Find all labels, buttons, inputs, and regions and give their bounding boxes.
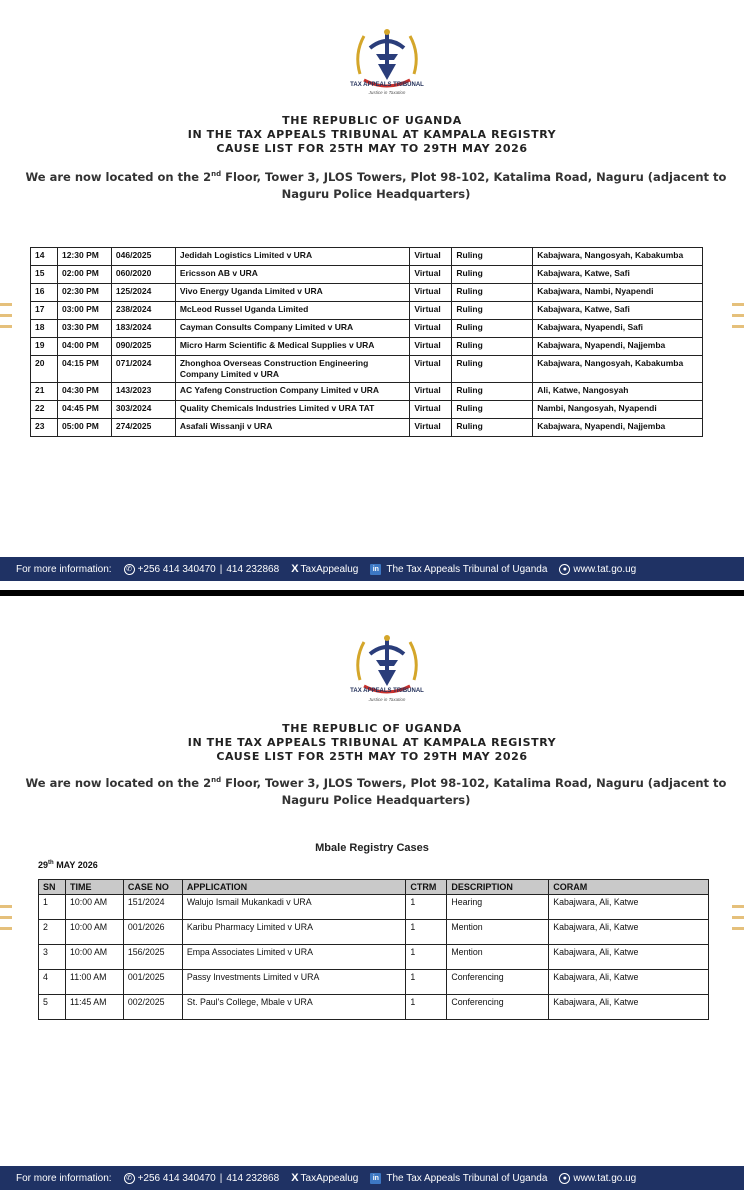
cell-application: Ericsson AB v URA	[175, 266, 410, 284]
heading-line-3: CAUSE LIST FOR 25TH MAY TO 29TH MAY 2026	[216, 142, 528, 155]
mbale-date-label: 29th MAY 2026	[38, 860, 98, 870]
cell-coram: Kabajwara, Katwe, Safi	[533, 302, 703, 320]
cell-application: Cayman Consults Company Limited v URA	[175, 320, 410, 338]
cell-case-no: 002/2025	[123, 995, 182, 1020]
location-text-end: Floor, Tower 3, JLOS Towers, Plot 98-102, Katalima Road, Naguru (adjacent to Naguru Police Headquarters)	[221, 169, 727, 201]
footer-phone[interactable]: ✆ +256 414 340470 | 414 232868	[124, 564, 280, 575]
cell-sn: 20	[31, 356, 58, 383]
cell-description: Ruling	[452, 284, 533, 302]
cell-description: Mention	[447, 945, 549, 970]
cell-coram: Kabajwara, Ali, Katwe	[549, 920, 709, 945]
cell-ctrm: 1	[406, 970, 447, 995]
cell-mode: Virtual	[410, 320, 452, 338]
cell-mode: Virtual	[410, 401, 452, 419]
logo-name: TAX APPEALS TRIBUNAL	[350, 82, 424, 88]
cell-sn: 23	[31, 419, 58, 437]
heading-line-3: CAUSE LIST FOR 25TH MAY TO 29TH MAY 2026	[216, 750, 528, 763]
cell-mode: Virtual	[410, 266, 452, 284]
footer-label: For more information:	[16, 563, 112, 575]
table-row	[31, 320, 703, 338]
table-row	[31, 383, 703, 401]
cell-time: 04:15 PM	[57, 356, 111, 383]
cell-time: 04:45 PM	[57, 401, 111, 419]
cell-description: Conferencing	[447, 970, 549, 995]
cell-description: Mention	[447, 920, 549, 945]
cell-application: AC Yafeng Construction Company Limited v URA	[175, 383, 410, 401]
cell-coram: Kabajwara, Ali, Katwe	[549, 945, 709, 970]
logo-motto: Justice in Taxation	[368, 697, 406, 702]
cell-case-no: 143/2023	[111, 383, 175, 401]
location-text-end: Floor, Tower 3, JLOS Towers, Plot 98-102, Katalima Road, Naguru (adjacent to Naguru Police Headquarters)	[221, 775, 727, 807]
location-notice	[20, 772, 732, 809]
cell-sn: 18	[31, 320, 58, 338]
column-header: TIME	[65, 880, 123, 895]
cell-mode: Virtual	[410, 419, 452, 437]
cell-mode: Virtual	[410, 383, 452, 401]
cause-list-page-1	[0, 0, 744, 590]
cell-description: Ruling	[452, 419, 533, 437]
cell-time: 03:00 PM	[57, 302, 111, 320]
cell-coram: Kabajwara, Nyapendi, Safi	[533, 320, 703, 338]
decorative-lines-right	[732, 303, 744, 336]
cell-sn: 5	[39, 995, 66, 1020]
mbale-cause-table	[38, 879, 709, 1020]
cell-application: Vivo Energy Uganda Limited v URA	[175, 284, 410, 302]
footer-bar	[0, 557, 744, 581]
table-row	[39, 920, 709, 945]
cell-case-no: 183/2024	[111, 320, 175, 338]
cell-time: 03:30 PM	[57, 320, 111, 338]
cell-coram: Nambi, Nangosyah, Nyapendi	[533, 401, 703, 419]
cell-time: 11:45 AM	[65, 995, 123, 1020]
column-header: CASE NO	[123, 880, 182, 895]
cell-coram: Ali, Katwe, Nangosyah	[533, 383, 703, 401]
x-logo-icon: X	[291, 1172, 299, 1184]
table-row	[31, 401, 703, 419]
footer-phone[interactable]: ✆ +256 414 340470 | 414 232868	[124, 1173, 280, 1184]
cell-application: Jedidah Logistics Limited v URA	[175, 248, 410, 266]
logo-motto: Justice in Taxation	[368, 90, 406, 95]
cell-application: Empa Associates Limited v URA	[182, 945, 406, 970]
cell-mode: Virtual	[410, 284, 452, 302]
cell-description: Ruling	[452, 338, 533, 356]
cell-coram: Kabajwara, Katwe, Safi	[533, 266, 703, 284]
cell-sn: 1	[39, 895, 66, 920]
kampala-cause-table	[30, 247, 703, 437]
decorative-lines-left	[0, 905, 12, 938]
cell-sn: 3	[39, 945, 66, 970]
x-logo-icon: X	[291, 563, 299, 575]
cell-description: Ruling	[452, 356, 533, 383]
globe-icon: ●	[559, 564, 570, 575]
cell-sn: 15	[31, 266, 58, 284]
cell-case-no: 303/2024	[111, 401, 175, 419]
heading-line-1: THE REPUBLIC OF UGANDA	[282, 722, 462, 735]
cell-case-no: 274/2025	[111, 419, 175, 437]
cell-sn: 17	[31, 302, 58, 320]
location-text-start: We are now located on the 2	[25, 169, 212, 184]
cell-description: Ruling	[452, 248, 533, 266]
phone-icon: ✆	[124, 564, 135, 575]
cell-application: St. Paul's College, Mbale v URA	[182, 995, 406, 1020]
cell-description: Conferencing	[447, 995, 549, 1020]
cell-time: 02:30 PM	[57, 284, 111, 302]
cell-description: Hearing	[447, 895, 549, 920]
footer-bar	[0, 1166, 744, 1190]
cell-sn: 16	[31, 284, 58, 302]
column-header: CORAM	[549, 880, 709, 895]
cell-coram: Kabajwara, Nyapendi, Najjemba	[533, 419, 703, 437]
footer-linkedin-link[interactable]: in The Tax Appeals Tribunal of Uganda	[370, 564, 547, 575]
cell-application: Asafali Wissanji v URA	[175, 419, 410, 437]
table-row	[31, 419, 703, 437]
cell-time: 12:30 PM	[57, 248, 111, 266]
cell-description: Ruling	[452, 266, 533, 284]
heading-line-1: THE REPUBLIC OF UGANDA	[282, 114, 462, 127]
cell-sn: 2	[39, 920, 66, 945]
cell-case-no: 238/2024	[111, 302, 175, 320]
location-notice	[20, 166, 732, 203]
cell-application: McLeod Russel Uganda Limited	[175, 302, 410, 320]
cell-description: Ruling	[452, 320, 533, 338]
table-row	[31, 338, 703, 356]
cell-mode: Virtual	[410, 356, 452, 383]
cell-case-no: 060/2020	[111, 266, 175, 284]
table-row	[31, 266, 703, 284]
footer-website-link[interactable]: ● www.tat.go.ug	[559, 564, 636, 575]
cell-time: 10:00 AM	[65, 945, 123, 970]
cell-coram: Kabajwara, Nangosyah, Kabakumba	[533, 356, 703, 383]
cell-sn: 21	[31, 383, 58, 401]
cell-coram: Kabajwara, Nangosyah, Kabakumba	[533, 248, 703, 266]
cell-ctrm: 1	[406, 995, 447, 1020]
cell-case-no: 151/2024	[123, 895, 182, 920]
linkedin-icon: in	[370, 564, 381, 575]
heading-line-2: IN THE TAX APPEALS TRIBUNAL AT KAMPALA REGISTRY	[187, 736, 557, 749]
column-header: SN	[39, 880, 66, 895]
cell-ctrm: 1	[406, 945, 447, 970]
location-text-start: We are now located on the 2	[25, 775, 212, 790]
cell-time: 02:00 PM	[57, 266, 111, 284]
cell-application: Micro Harm Scientific & Medical Supplies v URA	[175, 338, 410, 356]
cell-sn: 19	[31, 338, 58, 356]
column-header: APPLICATION	[182, 880, 406, 895]
cell-coram: Kabajwara, Ali, Katwe	[549, 895, 709, 920]
cell-case-no: 001/2026	[123, 920, 182, 945]
table-row	[31, 284, 703, 302]
document-heading	[0, 114, 744, 156]
cell-case-no: 090/2025	[111, 338, 175, 356]
footer-website-link[interactable]: ● www.tat.go.ug	[559, 1173, 636, 1184]
cell-time: 04:00 PM	[57, 338, 111, 356]
cell-time: 10:00 AM	[65, 920, 123, 945]
cell-coram: Kabajwara, Ali, Katwe	[549, 970, 709, 995]
cell-time: 05:00 PM	[57, 419, 111, 437]
cell-coram: Kabajwara, Nyapendi, Najjemba	[533, 338, 703, 356]
cell-time: 11:00 AM	[65, 970, 123, 995]
table-row	[31, 302, 703, 320]
table-row	[39, 970, 709, 995]
cell-description: Ruling	[452, 401, 533, 419]
cell-application: Quality Chemicals Industries Limited v URA TAT	[175, 401, 410, 419]
cell-description: Ruling	[452, 383, 533, 401]
cell-application: Karibu Pharmacy Limited v URA	[182, 920, 406, 945]
decorative-lines-left	[0, 303, 12, 336]
cell-coram: Kabajwara, Nambi, Nyapendi	[533, 284, 703, 302]
phone-icon: ✆	[124, 1173, 135, 1184]
cell-time: 04:30 PM	[57, 383, 111, 401]
cell-mode: Virtual	[410, 338, 452, 356]
cell-case-no: 156/2025	[123, 945, 182, 970]
cell-description: Ruling	[452, 302, 533, 320]
footer-linkedin-link[interactable]: in The Tax Appeals Tribunal of Uganda	[370, 1173, 547, 1184]
linkedin-icon: in	[370, 1173, 381, 1184]
cell-time: 10:00 AM	[65, 895, 123, 920]
column-header: DESCRIPTION	[447, 880, 549, 895]
globe-icon: ●	[559, 1173, 570, 1184]
cell-ctrm: 1	[406, 895, 447, 920]
table-row	[39, 945, 709, 970]
footer-x-link[interactable]: X TaxAppealug	[291, 563, 359, 575]
cell-sn: 4	[39, 970, 66, 995]
cell-sn: 22	[31, 401, 58, 419]
cell-application: Zhonghoa Overseas Construction Engineering Company Limited v URA	[175, 356, 410, 383]
table-row	[39, 995, 709, 1020]
table-row	[39, 895, 709, 920]
cell-case-no: 046/2025	[111, 248, 175, 266]
cause-list-page-2	[0, 604, 744, 1200]
cell-mode: Virtual	[410, 248, 452, 266]
footer-x-link[interactable]: X TaxAppealug	[291, 1172, 359, 1184]
logo-name: TAX APPEALS TRIBUNAL	[350, 688, 424, 694]
location-sup: nd	[211, 776, 222, 784]
footer-label: For more information:	[16, 1172, 112, 1184]
cell-application: Passy Investments Limited v URA	[182, 970, 406, 995]
location-sup: nd	[211, 170, 222, 178]
column-header: CTRM	[406, 880, 447, 895]
table-row	[31, 356, 703, 383]
table-row	[31, 248, 703, 266]
cell-ctrm: 1	[406, 920, 447, 945]
cell-case-no: 125/2024	[111, 284, 175, 302]
cell-application: Walujo Ismail Mukankadi v URA	[182, 895, 406, 920]
decorative-lines-right	[732, 905, 744, 938]
cell-case-no: 001/2025	[123, 970, 182, 995]
heading-line-2: IN THE TAX APPEALS TRIBUNAL AT KAMPALA REGISTRY	[187, 128, 557, 141]
cell-coram: Kabajwara, Ali, Katwe	[549, 995, 709, 1020]
cell-sn: 14	[31, 248, 58, 266]
cell-mode: Virtual	[410, 302, 452, 320]
cell-case-no: 071/2024	[111, 356, 175, 383]
document-heading	[0, 722, 744, 764]
mbale-section-title: Mbale Registry Cases	[315, 842, 429, 854]
page-separator	[0, 590, 744, 604]
